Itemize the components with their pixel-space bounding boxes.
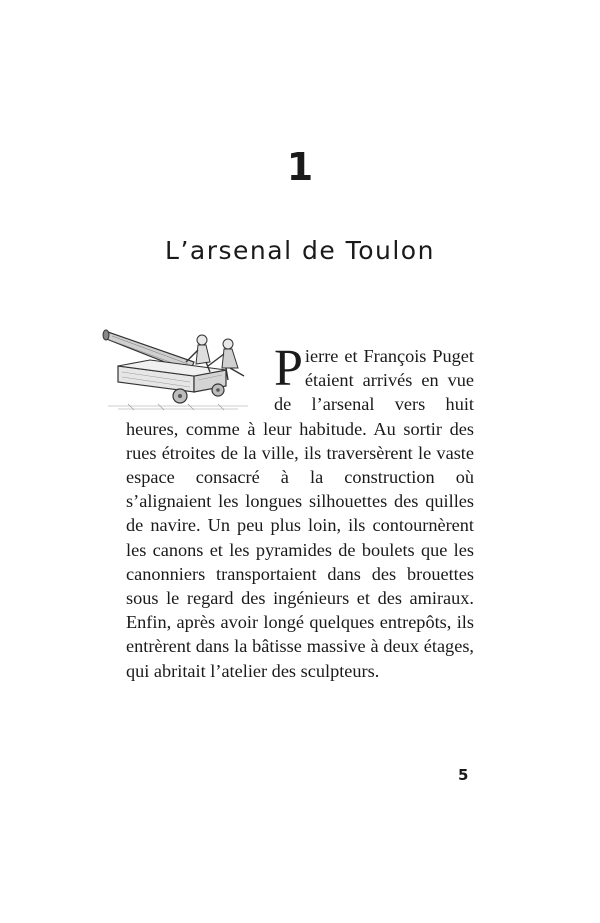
- chapter-number: 1: [286, 145, 314, 189]
- page-number: 5: [458, 766, 469, 784]
- drop-cap: P: [274, 340, 303, 397]
- chapter-body: [126, 340, 474, 683]
- paragraph-text: ierre et François Puget étaient arrivés en vue de l’arsenal vers huit heures, comme à leur habitude. Au sortir des rues étroites de la ville, ils traversèrent le vaste espace consacré à la construction où s’alignaient les longues silhouettes des quilles de navire. Un peu plus loin, ils contournèrent les canons et les pyramides de boulets que les canonniers transportaient dans des brouettes sous le regard des ingénieurs et des amiraux. Enfin, après avoir longé quelques entrepôts, ils entrèrent dans la bâtisse massive à deux étages, qui abritait l’atelier des sculpteurs.: [126, 346, 474, 681]
- chapter-title: L’arsenal de Toulon: [165, 236, 435, 265]
- cannon-with-two-men-illustration: [98, 326, 258, 412]
